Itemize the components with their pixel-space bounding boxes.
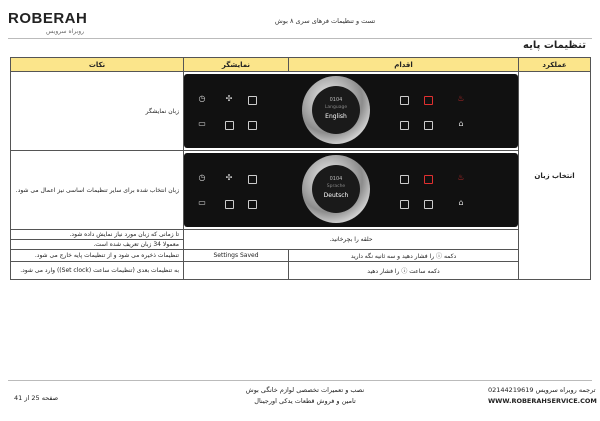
control-ring[interactable] [302,76,370,144]
header-function: عملکرد [519,58,591,72]
light-icon: ⌂ [458,198,464,207]
oven-control-panel [184,153,518,227]
grill-icon [248,96,257,105]
memory-icon [400,175,409,184]
ring-display [312,86,360,134]
note-cell-1: زبان نمایشگر [11,72,184,151]
section-title: تنظیمات پایه [523,40,586,51]
page-number: صفحه 25 از 41 [14,394,59,402]
heat-icon: ♨ [457,173,465,182]
brand-subtitle: روبراه سرویس [46,28,85,35]
header-display: نمایشگر [184,58,289,72]
thermometer-icon [400,121,409,130]
grill-icon [248,175,257,184]
memory-icon [400,96,409,105]
note-cell-2: زبان انتخاب شده برای سایر تنظیمات اساسی نیز اعمال می شود. [11,151,184,230]
footer-services-line: نصب و تعمیرات تخصصی لوازم خانگی بوش [245,386,365,394]
note-cell-4: معمولا 34 زبان تعریف شده است. [11,240,184,250]
clock-icon: ◷ [198,173,206,182]
ring-label: Sprache [326,184,346,189]
thermometer-icon [400,200,409,209]
footer-website[interactable]: WWW.ROBERAHSERVICE.COM [488,397,597,405]
alarm-icon [424,175,433,184]
action-cell-press-hold: دکمه ⓘ را فشار دهید و سه ثانیه نگه دارید [289,250,519,262]
timer-icon: ▭ [198,119,206,128]
heat-icon: ♨ [457,94,465,103]
ring-value: Deutsch [323,192,349,199]
clock-icon: ◷ [198,94,206,103]
note-cell-6: به تنظیمات بعدی (تنظیمات ساعت (Set clock)) وارد می شود. [11,262,184,280]
control-ring[interactable] [302,155,370,223]
settings-icon [424,200,433,209]
ring-time: 0104 [329,97,343,103]
action-cell-turn-ring: حلقه را بچرخانید. [184,230,519,250]
document-title: تست و تنظیمات فرهای سری ۸ بوش [274,17,376,25]
oven-mode-icon [225,121,234,130]
panel-cell-2 [184,151,519,230]
settings-icon [424,121,433,130]
brand-logo: ROBERAH [8,10,88,27]
ring-value: English [325,113,347,120]
oven-mode-icon [225,200,234,209]
timer-icon: ▭ [198,198,206,207]
ring-label: Language [324,105,348,110]
grid-icon [248,200,257,209]
footer-phone: ترجمه روبراه سرویس 02144219619 [488,386,596,394]
oven-fan-icon: ✣ [225,173,233,182]
header-divider [8,38,592,39]
display-cell-settings-saved: Settings Saved [184,250,289,262]
oven-fan-icon: ✣ [225,94,233,103]
alarm-icon [424,96,433,105]
footer-parts-line: تامین و فروش قطعات یدکی اورجینال [254,397,356,405]
ring-display [312,165,360,213]
action-cell-press-clock: دکمه ساعت ⓘ را فشار دهید [289,262,519,280]
settings-table [10,57,591,280]
light-icon: ⌂ [458,119,464,128]
header-action: اقدام [289,58,519,72]
display-cell-empty [184,262,289,280]
oven-control-panel [184,74,518,148]
panel-cell-1 [184,72,519,151]
header-notes: نکات [11,58,184,72]
ring-time: 0104 [329,176,343,182]
note-cell-3: تا زمانی که زبان مورد نیاز نمایش داده شود. [11,230,184,240]
note-cell-5: تنظیمات ذخیره می شود و از تنظیمات پایه خارج می شود. [11,250,184,262]
function-cell: انتخاب زبان [519,72,591,280]
footer-divider [8,380,592,381]
grid-icon [248,121,257,130]
